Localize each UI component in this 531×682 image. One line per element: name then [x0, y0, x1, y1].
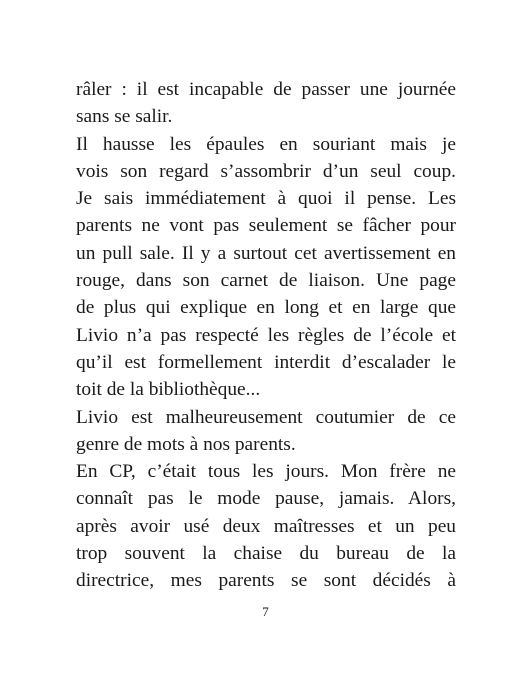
text-line: trop souvent la chaise du bureau de la [76, 543, 456, 565]
text-line: de plus qui explique en long et en large que [76, 297, 456, 319]
text-line: Il hausse les épaules en souriant mais je [76, 133, 456, 155]
text-line: directrice, mes parents se sont décidés à [76, 570, 456, 592]
text-line: En CP, c’était tous les jours. Mon frère ne [76, 461, 456, 483]
text-line: rouge, dans son carnet de liaison. Une page [76, 270, 456, 292]
text-line: genre de mots à nos parents. [76, 433, 296, 455]
text-line: sans se salir. [76, 106, 173, 128]
text-line: après avoir usé deux maîtresses et un peu [76, 515, 456, 537]
body-text [76, 76, 456, 595]
text-line: Livio n’a pas respecté les règles de l’école et [76, 324, 456, 346]
text-line: vois son regard s’assombrir d’un seul coup. [76, 160, 456, 182]
page-number: 7 [262, 604, 269, 619]
text-line: qu’il est formellement interdit d’escalader le [76, 351, 456, 373]
text-line: Livio est malheureusement coutumier de ce [76, 406, 456, 428]
text-line: toit de la bibliothèque... [76, 379, 261, 401]
text-line: parents ne vont pas seulement se fâcher pour [76, 215, 456, 237]
text-line: un pull sale. Il y a surtout cet avertissement en [76, 242, 456, 264]
text-line: râler : il est incapable de passer une journée [76, 79, 456, 100]
text-line: Je sais immédiatement à quoi il pense. Les [76, 188, 456, 210]
text-line: connaît pas le mode pause, jamais. Alors, [76, 488, 456, 510]
